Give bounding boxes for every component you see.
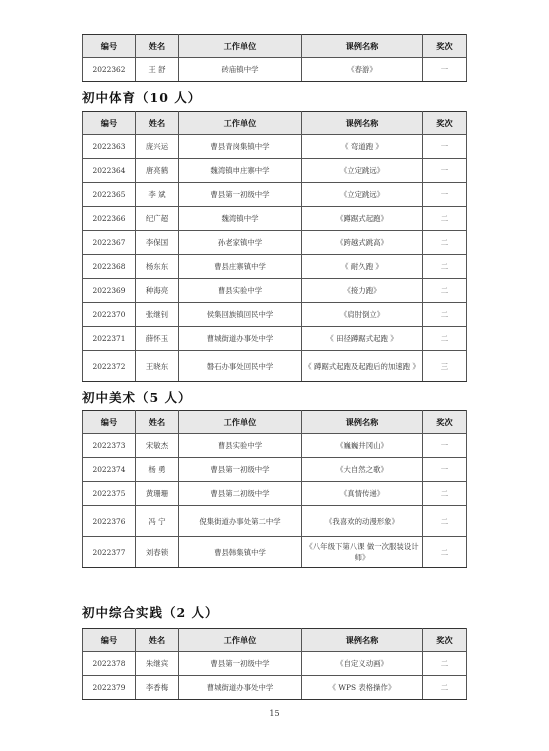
lesson-cell: 《立定跳远》 — [302, 183, 423, 207]
table-header-row — [83, 411, 467, 434]
table-row — [83, 279, 467, 303]
table-row — [83, 434, 467, 458]
table-row — [83, 482, 467, 506]
id-cell: 2022362 — [83, 58, 136, 82]
lesson-cell: 《 耐久跑 》 — [302, 255, 423, 279]
lesson-cell: 《我喜欢的动漫形象》 — [302, 506, 423, 537]
name-cell: 唐亮鹤 — [136, 159, 179, 183]
name-cell: 李香梅 — [136, 676, 179, 700]
awards-table — [82, 628, 467, 700]
table-row — [83, 351, 467, 382]
column-header-lesson: 课例名称 — [302, 35, 423, 58]
table-row — [83, 58, 467, 82]
lesson-cell: 《 WPS 表格操作》 — [302, 676, 423, 700]
section-title: 初中美术（5 人） — [82, 390, 192, 405]
award-cell: 一 — [423, 58, 467, 82]
unit-cell: 曹县第二初级中学 — [179, 482, 302, 506]
table-row — [83, 183, 467, 207]
lesson-cell: 《 田径蹲踞式起跑 》 — [302, 327, 423, 351]
award-cell: 二 — [423, 537, 467, 568]
unit-cell: 曹县青岗集镇中学 — [179, 135, 302, 159]
lesson-cell: 《立定跳远》 — [302, 159, 423, 183]
award-cell: 二 — [423, 207, 467, 231]
name-cell: 种海亮 — [136, 279, 179, 303]
award-cell: 二 — [423, 652, 467, 676]
awards-table — [82, 410, 467, 568]
table-row — [83, 458, 467, 482]
column-header-name: 姓名 — [136, 35, 179, 58]
unit-cell: 曹县庄寨镇中学 — [179, 255, 302, 279]
column-header-lesson: 课例名称 — [302, 112, 423, 135]
awards-table — [82, 111, 467, 382]
table-row — [83, 537, 467, 568]
name-cell: 王 舒 — [136, 58, 179, 82]
name-cell: 冯 宁 — [136, 506, 179, 537]
column-header-award: 奖次 — [423, 411, 467, 434]
section-title: 初中综合实践（2 人） — [82, 605, 219, 620]
table-header-row — [83, 112, 467, 135]
column-header-name: 姓名 — [136, 411, 179, 434]
award-cell: 一 — [423, 135, 467, 159]
unit-cell: 孙老家镇中学 — [179, 231, 302, 255]
award-cell: 一 — [423, 183, 467, 207]
lesson-cell: 《八年级下第八课 做一次服装设计师》 — [302, 537, 423, 568]
award-cell: 一 — [423, 159, 467, 183]
column-header-unit: 工作单位 — [179, 411, 302, 434]
award-cell: 一 — [423, 458, 467, 482]
unit-cell: 曹县韩集镇中学 — [179, 537, 302, 568]
award-cell: 一 — [423, 434, 467, 458]
award-cell: 二 — [423, 255, 467, 279]
lesson-cell: 《真情传递》 — [302, 482, 423, 506]
id-cell: 2022375 — [83, 482, 136, 506]
lesson-cell: 《自定义动画》 — [302, 652, 423, 676]
unit-cell: 磐石办事处回民中学 — [179, 351, 302, 382]
award-cell: 三 — [423, 351, 467, 382]
column-header-lesson: 课例名称 — [302, 411, 423, 434]
lesson-cell: 《 弯道跑 》 — [302, 135, 423, 159]
name-cell: 纪广超 — [136, 207, 179, 231]
table-row — [83, 327, 467, 351]
name-cell: 李 斌 — [136, 183, 179, 207]
awards-table — [82, 34, 467, 82]
name-cell: 杨东东 — [136, 255, 179, 279]
unit-cell: 曹县第一初级中学 — [179, 183, 302, 207]
lesson-cell: 《接力跑》 — [302, 279, 423, 303]
unit-cell: 砖庙镇中学 — [179, 58, 302, 82]
id-cell: 2022364 — [83, 159, 136, 183]
id-cell: 2022370 — [83, 303, 136, 327]
name-cell: 黄珊珊 — [136, 482, 179, 506]
id-cell: 2022371 — [83, 327, 136, 351]
name-cell: 庞兴运 — [136, 135, 179, 159]
award-cell: 二 — [423, 482, 467, 506]
unit-cell: 曹县第一初级中学 — [179, 652, 302, 676]
award-cell: 二 — [423, 676, 467, 700]
table-row — [83, 303, 467, 327]
name-cell: 薛怀玉 — [136, 327, 179, 351]
lesson-cell: 《跨越式跳高》 — [302, 231, 423, 255]
table-row — [83, 676, 467, 700]
id-cell: 2022369 — [83, 279, 136, 303]
name-cell: 张继钊 — [136, 303, 179, 327]
lesson-cell: 《春游》 — [302, 58, 423, 82]
id-cell: 2022365 — [83, 183, 136, 207]
id-cell: 2022366 — [83, 207, 136, 231]
page-number: 15 — [269, 709, 280, 718]
column-header-award: 奖次 — [423, 629, 467, 652]
column-header-id: 编号 — [83, 411, 136, 434]
unit-cell: 曹城街道办事处中学 — [179, 676, 302, 700]
award-cell: 二 — [423, 279, 467, 303]
column-header-unit: 工作单位 — [179, 112, 302, 135]
unit-cell: 曹县第一初级中学 — [179, 458, 302, 482]
name-cell: 李保国 — [136, 231, 179, 255]
unit-cell: 侯集回族镇回民中学 — [179, 303, 302, 327]
lesson-cell: 《巍巍井冈山》 — [302, 434, 423, 458]
name-cell: 刘春锁 — [136, 537, 179, 568]
unit-cell: 曹城街道办事处中学 — [179, 327, 302, 351]
id-cell: 2022379 — [83, 676, 136, 700]
name-cell: 王晓东 — [136, 351, 179, 382]
id-cell: 2022363 — [83, 135, 136, 159]
award-cell: 二 — [423, 303, 467, 327]
column-header-unit: 工作单位 — [179, 629, 302, 652]
column-header-award: 奖次 — [423, 112, 467, 135]
id-cell: 2022372 — [83, 351, 136, 382]
column-header-id: 编号 — [83, 112, 136, 135]
id-cell: 2022368 — [83, 255, 136, 279]
column-header-unit: 工作单位 — [179, 35, 302, 58]
unit-cell: 曹县实验中学 — [179, 434, 302, 458]
table-row — [83, 652, 467, 676]
award-cell: 二 — [423, 327, 467, 351]
unit-cell: 倪集街道办事处第二中学 — [179, 506, 302, 537]
column-header-lesson: 课例名称 — [302, 629, 423, 652]
table-row — [83, 159, 467, 183]
table-row — [83, 207, 467, 231]
table-row — [83, 135, 467, 159]
id-cell: 2022377 — [83, 537, 136, 568]
table-header-row — [83, 629, 467, 652]
id-cell: 2022376 — [83, 506, 136, 537]
id-cell: 2022378 — [83, 652, 136, 676]
column-header-id: 编号 — [83, 35, 136, 58]
column-header-award: 奖次 — [423, 35, 467, 58]
id-cell: 2022374 — [83, 458, 136, 482]
table-row — [83, 506, 467, 537]
lesson-cell: 《 蹲踞式起跑及起跑后的加速跑 》 — [302, 351, 423, 382]
award-cell: 二 — [423, 231, 467, 255]
id-cell: 2022373 — [83, 434, 136, 458]
column-header-name: 姓名 — [136, 112, 179, 135]
column-header-id: 编号 — [83, 629, 136, 652]
table-header-row — [83, 35, 467, 58]
name-cell: 朱继宾 — [136, 652, 179, 676]
id-cell: 2022367 — [83, 231, 136, 255]
section-title: 初中体育（10 人） — [82, 90, 202, 105]
table-row — [83, 231, 467, 255]
award-cell: 二 — [423, 506, 467, 537]
unit-cell: 魏湾镇申庄寨中学 — [179, 159, 302, 183]
lesson-cell: 《蹲踞式起跑》 — [302, 207, 423, 231]
name-cell: 宋敏杰 — [136, 434, 179, 458]
unit-cell: 曹县实验中学 — [179, 279, 302, 303]
unit-cell: 魏湾镇中学 — [179, 207, 302, 231]
lesson-cell: 《肩肘倒立》 — [302, 303, 423, 327]
column-header-name: 姓名 — [136, 629, 179, 652]
table-row — [83, 255, 467, 279]
lesson-cell: 《大自然之歌》 — [302, 458, 423, 482]
name-cell: 杨 勇 — [136, 458, 179, 482]
